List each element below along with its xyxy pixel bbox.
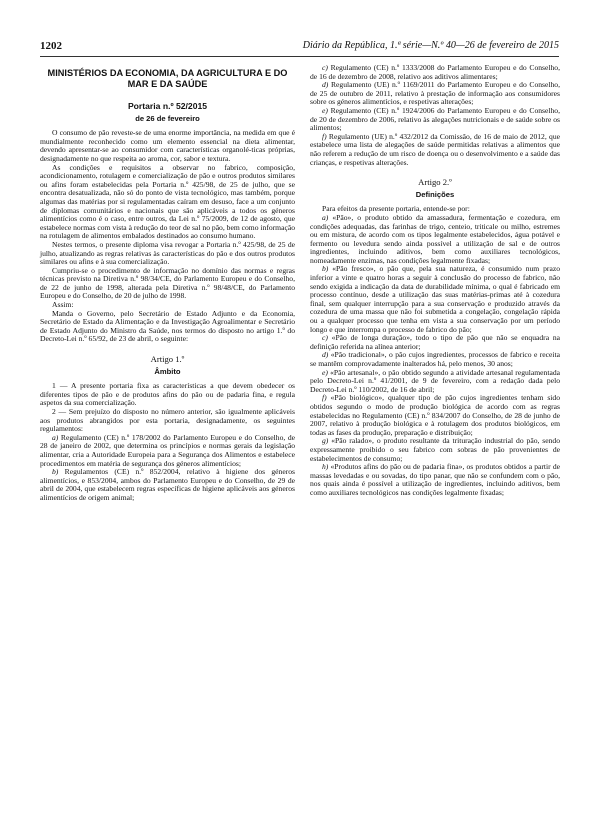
intro-paragraph: Manda o Governo, pelo Secretário de Estado Adjunto e da Economia, Secretário de Estado da Alimentação e da Investigação Agroalimentar e Secretário de Estado Adjunto do Ministro da Saúde, nos termos do disposto no artigo 1.º do Decreto-Lei n.º 65/92, de 23 de abril, o seguinte: xyxy=(40,308,295,344)
definition-item xyxy=(310,214,560,266)
article-2-title: Artigo 2.º xyxy=(418,177,452,188)
item-text: «Pão de longa duração», todo o tipo de pão que não se enquadra na definição referida na alínea anterior; xyxy=(310,333,560,351)
item-letter: a) xyxy=(52,432,59,442)
header-rule xyxy=(40,56,559,57)
item-letter: d) xyxy=(322,80,329,90)
item-text: Regulamento (UE) n.º 432/2012 da Comissão, de 16 de maio de 2012, que estabelece uma lista de alegações de saúde permitidas relativas a alimentos que não referem a redução de um risco de doença ou o desenvolvimento e a saúde das crianças, e respetivas alterações. xyxy=(310,131,560,167)
item-letter: f) xyxy=(322,131,327,141)
page-number: 1202 xyxy=(40,40,62,52)
item-text: «Pão», o produto obtido da amassadura, fermentação e cozedura, em condições adequadas, das farinhas de trigo, centeio, triticale ou milho, estremes ou em mistura, de acordo com os tipos legalmente estabelecidos, água potável e fermento ou levedura sendo ainda possível a utilização de sal e de outros ingredientes, incluindo aditivos, bem como auxiliares tecnológicos, nomeadamente enzimas, nas condições legalmente fixadas; xyxy=(310,212,560,265)
item-text: Regulamentos (CE) n.º 852/2004, relativo à higiene dos géneros alimentícios, e 853/2004, ambos do Parlamento Europeu e do Conselho, de 29 de abril de 2004, que estabelecem regras específicas de higiene aplicáveis aos géneros alimentícios de origem animal; xyxy=(40,467,295,502)
list-item xyxy=(310,133,560,167)
item-letter: a) xyxy=(322,212,329,222)
page-header xyxy=(40,40,559,54)
intro-paragraph: Nestes termos, o presente diploma visa revogar a Portaria n.º 425/98, de 25 de julho, atualizando as regras relativas às características do pão e dos outros produtos similares ou afins e à sua comercialização. xyxy=(40,239,295,267)
article-1-title: Artigo 1.º xyxy=(150,354,185,365)
item-letter: g) xyxy=(322,436,329,446)
article-1-subtitle: Âmbito xyxy=(154,366,181,376)
item-text: «Pão ralado», o produto resultante da trituração industrial do pão, sendo expressamente proibido o seu fabrico com sobras de pão provenientes de estabelecimentos de consumo; xyxy=(310,436,560,463)
item-text: Regulamento (CE) n.º 1924/2006 do Parlamento Europeu e do Conselho, de 20 de dezembro de 2006, relativo às alegações nutricionais e de saúde sobre os alimentos; xyxy=(310,105,560,133)
intro-paragraph: As condições e requisitos a observar no fabrico, composição, acondicionamento, rotulagem e comercialização de pão e outros produtos similares ou afins foram estabelecidas pela Portaria n.º 425/98, de 25 de julho, que se encontra desatualizada, não só do ponto de vista tecnológico, mas também, porque algumas das matérias por si regulamentadas caíram em desuso, face a um conjunto de diplomas comunitários e nacionais que são aplicáveis a todos os géneros alimentícios como é o caso, entre outros, da Lei n.º 75/2009, de 12 de agosto, que estabelece normas com vista à redução do teor de sal no pão, bem como informação na rotulagem de alimentos embalados destinados ao consumo humano. xyxy=(40,162,295,241)
item-letter: e) xyxy=(322,105,328,115)
portaria-date: de 26 de fevereiro xyxy=(135,113,200,123)
definition-item xyxy=(310,437,560,463)
article-2-subtitle: Definições xyxy=(415,189,455,199)
definition-item xyxy=(310,463,560,497)
item-text: Regulamento (UE) n.º 1169/2011 do Parlamento Europeu e do Conselho, de 25 de outubro de 2011, relativo à prestação de informação aos consumidores sobre os géneros alimentícios, e respetivas alterações; xyxy=(310,80,560,107)
item-letter: d) xyxy=(322,350,329,360)
article-1-paragraph: 2 — Sem prejuízo do disposto no número anterior, são igualmente aplicáveis aos produtos abrangidos por esta portaria, designadamente, os seguintes regulamentos: xyxy=(40,407,295,434)
intro-paragraph: O consumo de pão reveste-se de uma enorme importância, na medida em que é mundialmente reconhecido como um elemento essencial na dieta alimentar, devendo apresentar-se ao consumidor com características organolé-ticas próprias, designadamente no que respeita ao aroma, cor, sabor e textura. xyxy=(40,128,295,163)
intro-paragraph: Assim: xyxy=(52,300,74,310)
list-item xyxy=(310,81,560,107)
left-column xyxy=(40,64,295,503)
item-text: Regulamento (CE) n.º 178/2002 do Parlamento Europeu e do Conselho, de 28 de janeiro de 2002, que determina os princípios e normas gerais da legislação alimentar, cria a Autoridade Europeia para a Segurança dos Alimentos e estabelece procedimentos em matéria de segurança dos géneros alimentícios; xyxy=(40,432,295,468)
intro-paragraph: Cumpriu-se o procedimento de informação no domínio das normas e regras técnicas previsto na Diretiva n.º 98/34/CE, do Parlamento Europeu e do Conselho, de 22 de junho de 1998, alterada pela Diretiva n.º 98/48/CE, do Parlamento Europeu e do Conselho, de 20 de julho de 1998. xyxy=(40,265,295,301)
item-letter: b) xyxy=(322,264,329,274)
item-letter: b) xyxy=(52,467,59,477)
article-2-lead: Para efeitos da presente portaria, entende-se por: xyxy=(322,204,470,214)
list-item xyxy=(310,107,560,133)
journal-title: Diário da República, 1.ª série—N.º 40—26 de fevereiro de 2015 xyxy=(302,40,559,51)
item-text: «Pão biológico», qualquer tipo de pão cujos ingredientes tenham sido obtidos segundo o modo de produção biológica de acordo com as regras estabelecidas no Regulamento (CE) n.º 834/2007 do Conselho, de 28 de junho de 2007, relativo à produção biológica e à rotulagem dos produtos biológicos, em todas as fases da produção, preparação e distribuição; xyxy=(310,393,560,437)
portaria-title: Portaria n.º 52/2015 xyxy=(127,101,208,111)
item-letter: e) xyxy=(322,367,328,377)
list-item xyxy=(40,434,295,468)
definition-item xyxy=(310,394,560,437)
article-1-paragraph: 1 — A presente portaria fixa as características a que devem obedecer os diferentes tipos de pão e de produtos afins do pão ou de padaria fina, e regula aspetos da sua comercialização. xyxy=(40,381,295,408)
item-text: Regulamento (CE) n.º 1333/2008 do Parlamento Europeu e do Conselho, de 16 de dezembro de 2008, relativo aos aditivos alimentares; xyxy=(310,63,560,81)
list-item xyxy=(310,64,560,81)
list-item xyxy=(40,468,295,502)
item-text: «Produtos afins do pão ou de padaria fina», os produtos obtidos a partir de massas levedadas e ou sovadas, do tipo panar, que não se confundem com o pão, nos quais ainda é possível a utilização de ingredientes, incluindo aditivos, bem como auxiliares tecnológicos nas condições legalmente fixadas; xyxy=(310,462,560,497)
definition-item xyxy=(310,334,560,351)
item-letter: h) xyxy=(322,462,329,472)
definition-item xyxy=(310,351,560,368)
definition-item xyxy=(310,265,560,334)
right-column xyxy=(310,64,560,498)
item-text: «Pão tradicional», o pão cujos ingredientes, processos de fabrico e receita se mantêm comprovadamente inalterados há, pelo menos, 30 anos; xyxy=(310,350,560,368)
definition-item xyxy=(310,369,560,395)
item-letter: c) xyxy=(322,63,328,72)
item-text: «Pão fresco», o pão que, pela sua natureza, é consumido num prazo inferior a vinte e quatro horas a seguir à conclusão do processo de fabrico, não sendo exigida a indicação da data de durabilidade mínima, o qual é fabricado em processo contínuo, desde a utilização das suas matérias-primas até à cozedura final, sem qualquer interrupção para a sua conservação e produzido através da cozedura de uma massa que não foi submetida a congelação, congelação rápida ou a qualquer processo que tenha em vista a sua conservação por um período longo e que interrompa o processo de fabrico do pão; xyxy=(310,264,560,334)
item-text: «Pão artesanal», o pão obtido segundo a atividade artesanal regulamentada pelo Decreto-Lei n.º 41/2001, de 9 de fevereiro, com a redação dada pelo Decreto-Lei n.º 110/2002, de 16 de abril; xyxy=(310,367,560,394)
item-letter: c) xyxy=(322,333,328,343)
ministry-heading: MINISTÉRIOS DA ECONOMIA, DA AGRICULTURA E DO MAR E DA SAÚDE xyxy=(47,68,288,89)
item-letter: f) xyxy=(322,393,327,403)
